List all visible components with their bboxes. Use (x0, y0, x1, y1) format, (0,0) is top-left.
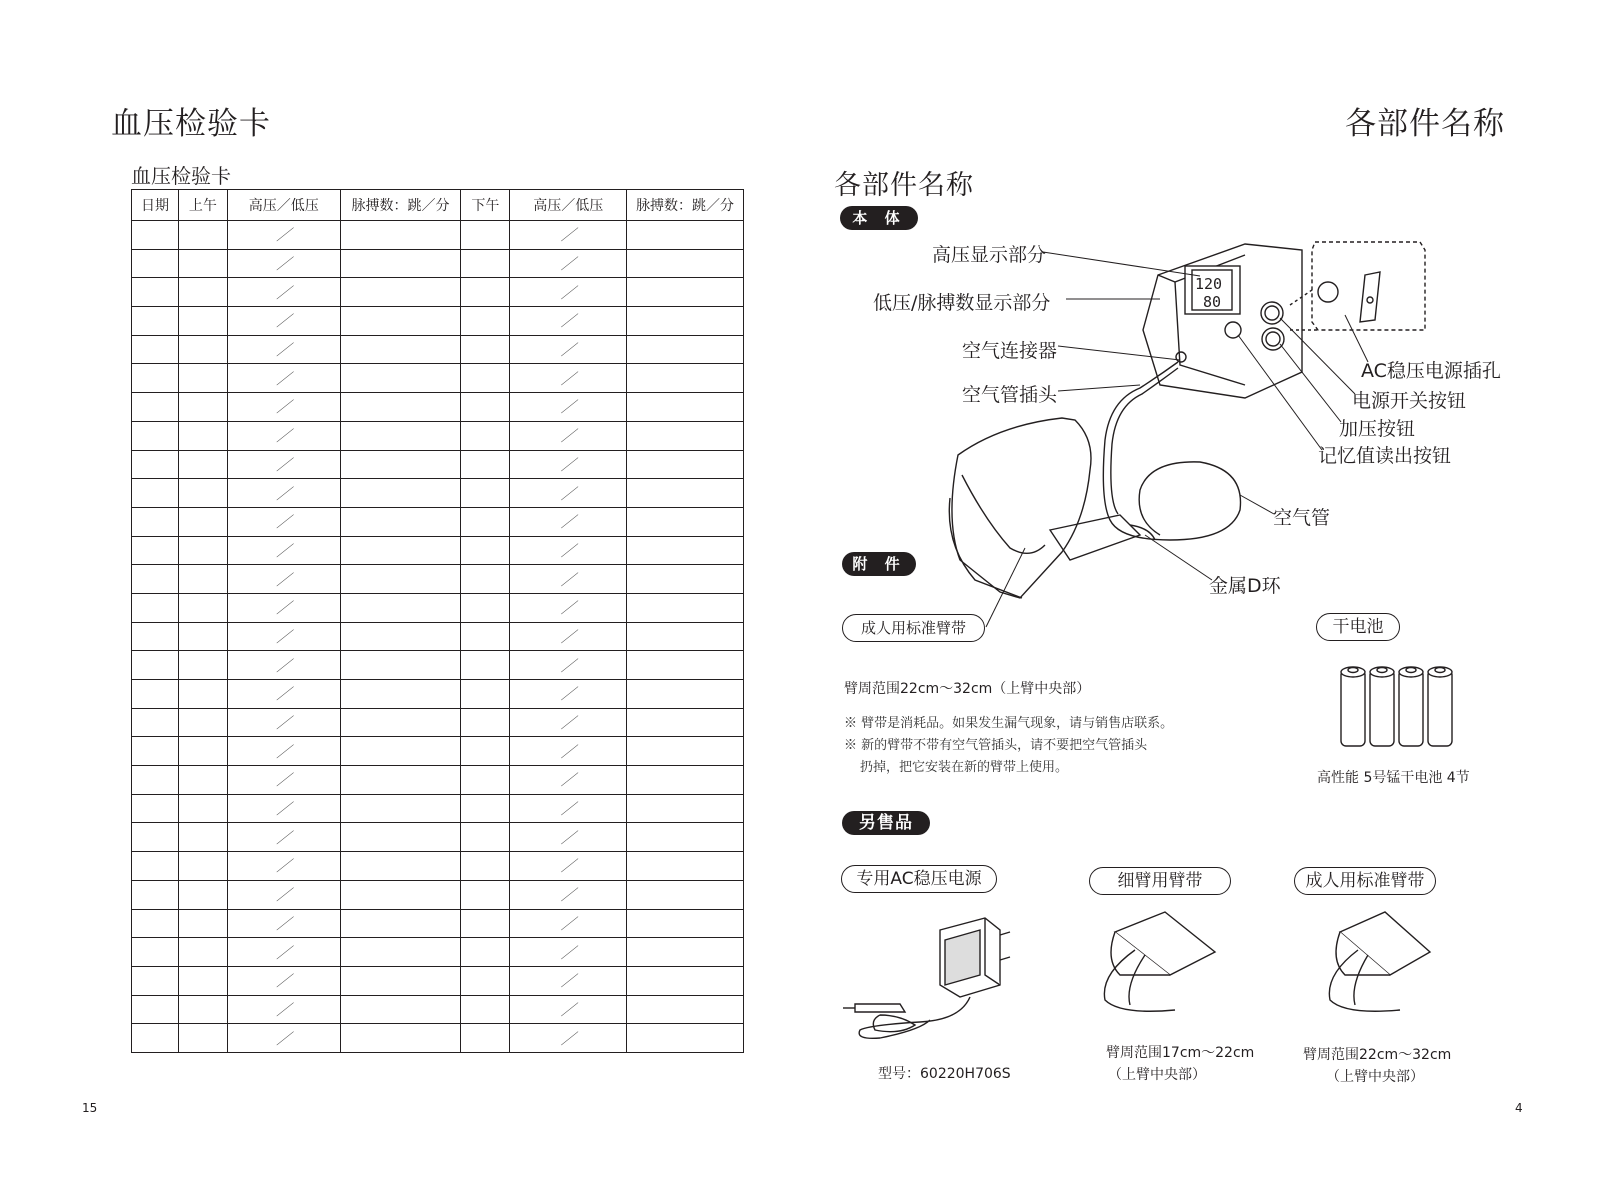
callout-ac-jack: AC稳压电源插孔 (1361, 360, 1501, 382)
pressure-slash-cell: ／ (510, 794, 627, 823)
section-title: 各部件名称 (834, 170, 974, 201)
pressure-slash-cell: ／ (227, 479, 340, 508)
pressure-slash-cell: ／ (510, 995, 627, 1024)
optional-slim-cuff-label: 细臂用臂带 (1089, 867, 1231, 895)
battery-description: 高性能 5号锰干电池 4节 (1317, 770, 1470, 786)
pressure-slash-cell: ／ (227, 823, 340, 852)
lcd-diastolic: 80 (1203, 293, 1222, 311)
slim-cuff-range-note: （上臂中央部） (1108, 1067, 1206, 1083)
pressure-slash-cell: ／ (510, 421, 627, 450)
accessories-badge: 附 件 (842, 552, 916, 576)
note-line-3: 扔掉，把它安装在新的臂带上使用。 (860, 760, 1069, 775)
callout-air-tube-plug: 空气管插头 (962, 384, 1058, 406)
pressure-slash-cell: ／ (227, 737, 340, 766)
pressure-slash-cell: ／ (227, 536, 340, 565)
main-unit-badge: 本 体 (840, 206, 918, 230)
pressure-slash-cell: ／ (227, 221, 340, 250)
pressure-slash-cell: ／ (227, 249, 340, 278)
pressure-slash-cell: ／ (227, 622, 340, 651)
callout-air-tube: 空气管 (1273, 507, 1331, 529)
pressure-slash-cell: ／ (510, 536, 627, 565)
pressure-slash-cell: ／ (227, 680, 340, 709)
pressure-slash-cell: ／ (227, 364, 340, 393)
pressure-slash-cell: ／ (227, 938, 340, 967)
optional-ac-adapter-label: 专用AC稳压电源 (841, 865, 997, 893)
callout-low-pulse-display: 低压/脉搏数显示部分 (873, 292, 1051, 314)
pressure-slash-cell: ／ (510, 393, 627, 422)
pressure-slash-cell: ／ (227, 966, 340, 995)
pressure-slash-cell: ／ (510, 966, 627, 995)
pressure-slash-cell: ／ (227, 335, 340, 364)
adult-cuff-label: 成人用标准臂带 (842, 614, 985, 642)
pressure-slash-cell: ／ (510, 1024, 627, 1053)
battery-label: 干电池 (1316, 613, 1400, 641)
pressure-slash-cell: ／ (510, 737, 627, 766)
adult-cuff-range-note: （上臂中央部） (1326, 1069, 1424, 1085)
slim-cuff-range: 臂周范围17cm～22cm (1106, 1045, 1255, 1061)
pressure-slash-cell: ／ (227, 1024, 340, 1053)
pressure-slash-cell: ／ (227, 593, 340, 622)
pressure-slash-cell: ／ (227, 708, 340, 737)
pressure-slash-cell: ／ (510, 249, 627, 278)
ac-adapter-model: 型号：60220H706S (878, 1066, 1011, 1082)
pressure-slash-cell: ／ (227, 307, 340, 336)
header-date: 日期 (132, 190, 179, 221)
pressure-slash-cell: ／ (227, 852, 340, 881)
ac-adapter-drawing (843, 918, 1010, 1038)
pressure-slash-cell: ／ (510, 593, 627, 622)
pressure-slash-cell: ／ (227, 450, 340, 479)
pressure-slash-cell: ／ (227, 393, 340, 422)
pressure-slash-cell: ／ (227, 507, 340, 536)
pressure-slash-cell: ／ (510, 278, 627, 307)
pressure-slash-cell: ／ (510, 766, 627, 795)
right-page-title: 各部件名称 (1345, 106, 1505, 142)
header-pm: 下午 (461, 190, 510, 221)
pressure-slash-cell: ／ (510, 938, 627, 967)
note-line-2: ※ 新的臂带不带有空气管插头，请不要把空气管插头 (844, 738, 1148, 753)
sold-separately-badge: 另售品 (842, 811, 930, 835)
callout-air-connector: 空气连接器 (962, 340, 1058, 362)
pressure-slash-cell: ／ (510, 335, 627, 364)
pressure-slash-cell: ／ (510, 823, 627, 852)
header-am: 上午 (178, 190, 227, 221)
pressure-slash-cell: ／ (227, 421, 340, 450)
pressure-slash-cell: ／ (227, 880, 340, 909)
header-pm-pressure: 高压／低压 (510, 190, 627, 221)
note-line-1: ※ 臂带是消耗品。如果发生漏气现象，请与销售店联系。 (844, 716, 1174, 731)
callout-power-button: 电源开关按钮 (1352, 390, 1467, 412)
header-am-pulse: 脉搏数：跳／分 (340, 190, 461, 221)
pressure-slash-cell: ／ (510, 507, 627, 536)
adult-cuff-range: 臂周范围22cm～32cm (1303, 1047, 1452, 1063)
pressure-slash-cell: ／ (227, 909, 340, 938)
cuff-drawing (952, 418, 1091, 598)
pressure-slash-cell: ／ (227, 278, 340, 307)
pressure-slash-cell: ／ (510, 307, 627, 336)
pressure-slash-cell: ／ (227, 995, 340, 1024)
callout-high-pressure-display: 高压显示部分 (932, 244, 1047, 266)
pressure-slash-cell: ／ (510, 622, 627, 651)
pressure-slash-cell: ／ (510, 852, 627, 881)
optional-adult-cuff-label: 成人用标准臂带 (1294, 867, 1436, 895)
lcd-systolic: 120 (1195, 275, 1223, 293)
pressure-slash-cell: ／ (510, 680, 627, 709)
left-page-title: 血压检验卡 (111, 106, 271, 142)
pressure-slash-cell: ／ (510, 450, 627, 479)
pressure-slash-cell: ／ (227, 794, 340, 823)
optional-cuffs-drawing (1104, 912, 1430, 1011)
pressure-slash-cell: ／ (227, 565, 340, 594)
pressure-slash-cell: ／ (510, 651, 627, 680)
card-title: 血压检验卡 (131, 164, 231, 188)
pressure-slash-cell: ／ (510, 364, 627, 393)
right-page-number: 4 (1515, 1101, 1523, 1115)
pressure-slash-cell: ／ (510, 708, 627, 737)
pressure-slash-cell: ／ (510, 479, 627, 508)
header-am-pressure: 高压／低压 (227, 190, 340, 221)
batteries-drawing (1341, 667, 1452, 746)
pressure-slash-cell: ／ (510, 909, 627, 938)
left-page-number: 15 (82, 1101, 98, 1115)
pressure-slash-cell: ／ (510, 221, 627, 250)
cuff-range-text: 臂周范围22cm～32cm（上臂中央部） (844, 681, 1091, 697)
pressure-slash-cell: ／ (227, 766, 340, 795)
pressure-slash-cell: ／ (510, 565, 627, 594)
pressure-slash-cell: ／ (227, 651, 340, 680)
callout-metal-d-ring: 金属D环 (1209, 575, 1281, 597)
zoom-detail-box (1312, 242, 1425, 330)
callout-memory-button: 记忆值读出按钮 (1318, 445, 1452, 467)
header-pm-pulse: 脉搏数：跳／分 (627, 190, 744, 221)
callout-inflate-button: 加压按钮 (1339, 418, 1416, 440)
pressure-slash-cell: ／ (510, 880, 627, 909)
